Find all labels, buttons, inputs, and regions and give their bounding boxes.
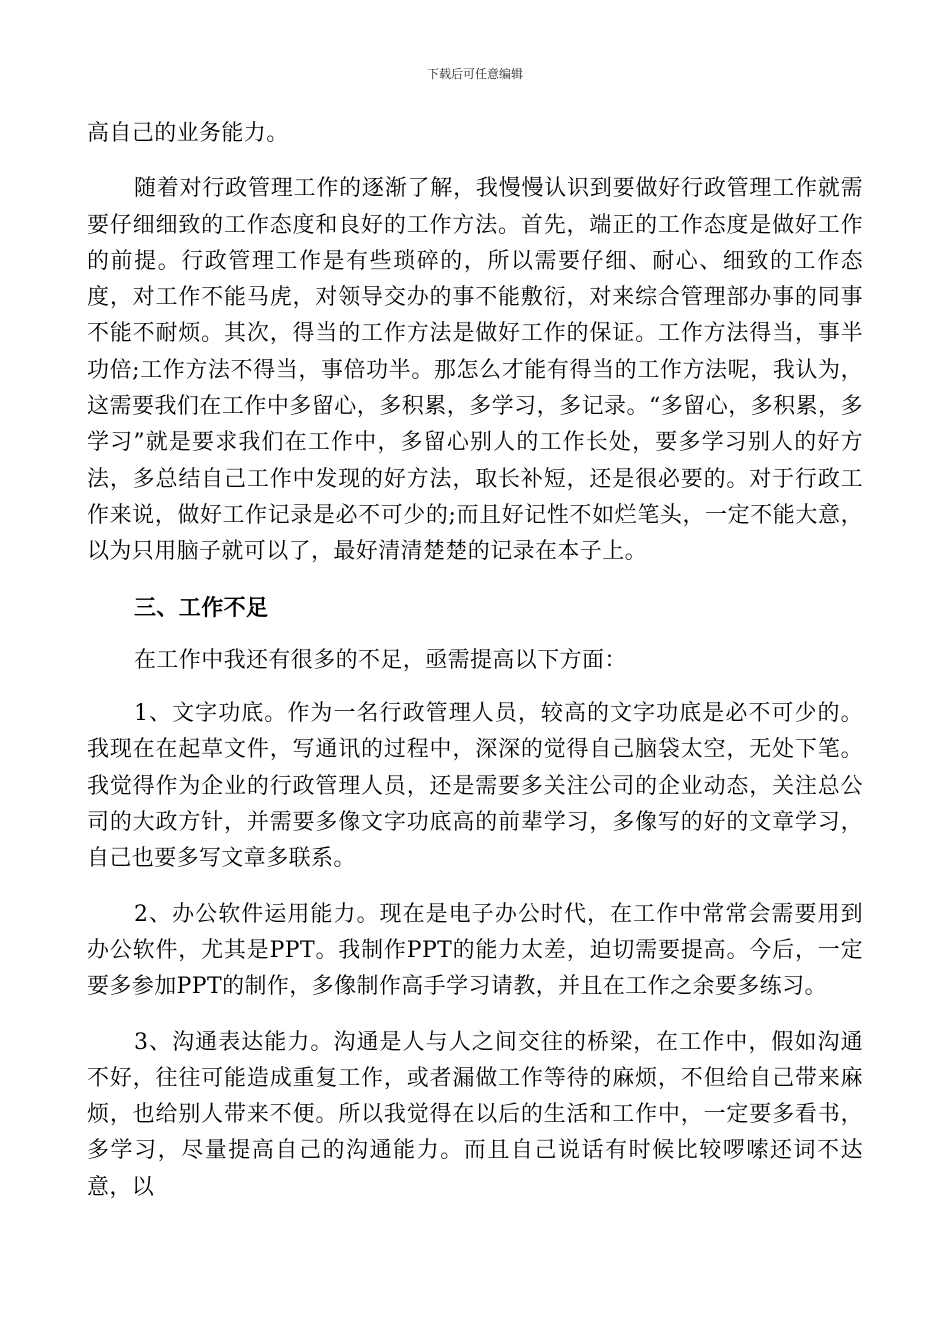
- list-item-communication: 3、沟通表达能力。沟通是人与人之间交往的桥梁，在工作中，假如沟通不好，往往可能造成重复工作，或者漏做工作等待的麻烦，不但给自己带来麻烦，也给别人带来不便。所以我觉得在以后的生活和工作中，一定要多看书，多学习，尽量提高自己的沟通能力。而且自己说话有时候比较啰嗦还词不达意，以: [87, 1029, 863, 1200]
- list-item-office-software: 2、办公软件运用能力。现在是电子办公时代，在工作中常常会需要用到办公软件，尤其是PPT。我制作PPT的能力太差，迫切需要提高。今后，一定要多参加PPT的制作，多像制作高手学习请教，并且在工作之余要多练习。: [87, 901, 863, 1000]
- list-item-writing-skills: 1、文字功底。作为一名行政管理人员，较高的文字功底是必不可少的。我现在在起草文件，写通讯的过程中，深深的觉得自己脑袋太空，无处下笔。我觉得作为企业的行政管理人员，还是需要多关注公司的企业动态，关注总公司的大政方针，并需要多像文字功底高的前辈学习，多像写的好的文章学习，自己也要多写文章多联系。: [87, 701, 863, 872]
- paragraph-continuation: 高自己的业务能力。: [87, 121, 289, 146]
- document-body: [87, 116, 863, 1206]
- paragraph-work-methods: 随着对行政管理工作的逐渐了解，我慢慢认识到要做好行政管理工作就需要仔细细致的工作态度和良好的工作方法。首先，端正的工作态度是做好工作的前提。行政管理工作是有些琐碎的，所以需要仔细、耐心、细致的工作态度，对工作不能马虎，对领导交办的事不能敷衍，对来综合管理部办事的同事不能不耐烦。其次，得当的工作方法是做好工作的保证。工作方法得当，事半功倍;工作方法不得当，事倍功半。那怎么才能有得当的工作方法呢，我认为，这需要我们在工作中多留心，多积累，多学习，多记录。“多留心，多积累，多学习”就是要求我们在工作中，多留心别人的工作长处，要多学习别人的好方法，多总结自己工作中发现的好方法，取长补短，还是很必要的。对于行政工作来说，做好工作记录是必不可少的;而且好记性不如烂笔头，一定不能大意，以为只用脑子就可以了，最好清清楚楚的记录在本子上。: [87, 176, 863, 565]
- page-header-note: 下载后可任意编辑: [426, 67, 523, 81]
- section-heading-shortcomings: 三、工作不足: [134, 594, 269, 621]
- paragraph-shortcomings-intro: 在工作中我还有很多的不足，亟需提高以下方面：: [134, 647, 627, 673]
